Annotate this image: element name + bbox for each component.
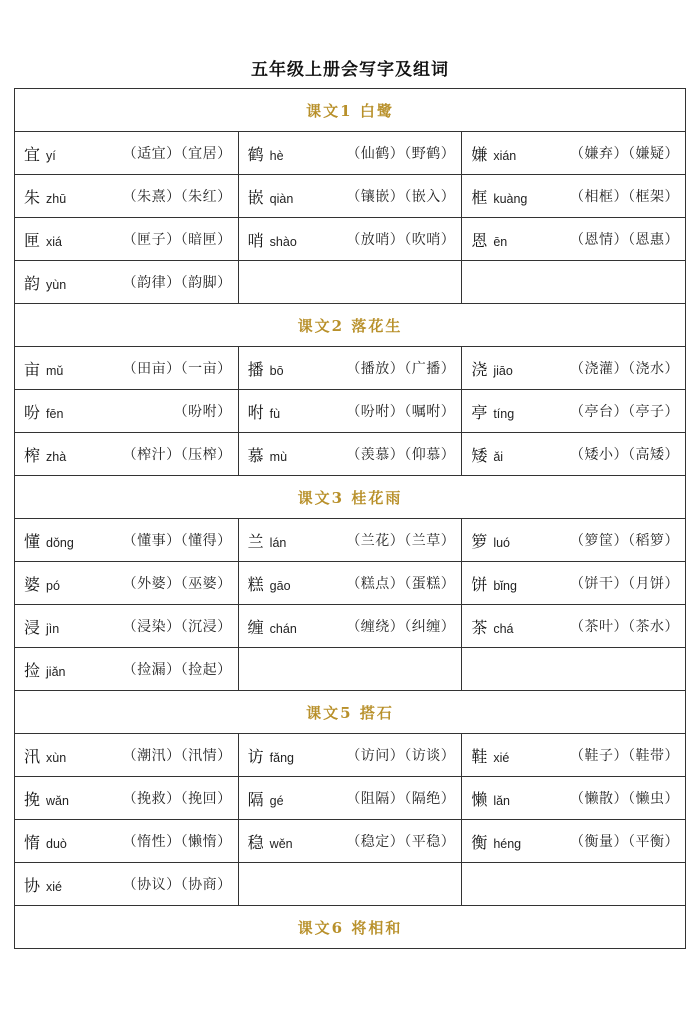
hanzi-character: 恩 — [471, 230, 488, 250]
pinyin: ǎi — [493, 449, 504, 464]
hanzi-character: 鹤 — [247, 144, 264, 164]
pinyin: duò — [46, 836, 67, 851]
pinyin: wěn — [269, 836, 293, 851]
word-combinations: （适宜）（宜居） — [122, 146, 232, 162]
hanzi-character: 框 — [471, 187, 488, 207]
hanzi-character: 茶 — [471, 617, 488, 637]
hanzi-character: 访 — [247, 746, 264, 766]
pinyin: mǔ — [46, 363, 64, 378]
lesson-header — [15, 691, 686, 734]
character-cell — [15, 734, 239, 777]
word-combinations: （矮小）（高矮） — [570, 447, 679, 463]
word-combinations: （放哨）（吹哨） — [346, 232, 456, 248]
pinyin: yí — [46, 148, 56, 163]
lesson-title: 课文6 将相和 — [15, 906, 686, 949]
empty-cell — [462, 261, 686, 304]
word-combinations: （糕点）（蛋糕） — [346, 576, 456, 592]
word-combinations: （箩筐）（稻箩） — [570, 533, 679, 549]
character-cell — [238, 562, 462, 605]
hanzi-character: 榨 — [24, 445, 41, 465]
word-combinations: （韵律）（韵脚） — [122, 275, 232, 291]
character-cell — [15, 347, 239, 390]
pinyin: tíng — [493, 406, 515, 421]
character-cell — [238, 390, 462, 433]
character-cell — [462, 562, 686, 605]
pinyin: qiàn — [269, 191, 294, 206]
character-cell — [238, 605, 462, 648]
pinyin: gāo — [269, 578, 291, 593]
character-cell — [462, 519, 686, 562]
character-cell — [15, 433, 239, 476]
table-body — [15, 89, 686, 949]
pinyin: fǎng — [269, 750, 295, 765]
lesson-title: 课文5 搭石 — [15, 691, 686, 734]
table-row — [15, 175, 686, 218]
character-cell — [462, 218, 686, 261]
word-combinations: （播放）（广播） — [346, 361, 456, 377]
pinyin: jiāo — [493, 363, 513, 378]
word-combinations: （仙鹤）（野鹤） — [346, 146, 456, 162]
character-cell — [462, 390, 686, 433]
table-row — [15, 863, 686, 906]
pinyin: fù — [269, 406, 281, 421]
character-cell — [462, 734, 686, 777]
character-cell — [462, 433, 686, 476]
pinyin: wǎn — [46, 793, 69, 808]
pinyin: xiá — [46, 234, 62, 249]
word-combinations: （协议）（协商） — [122, 877, 232, 893]
word-combinations: （茶叶）（茶水） — [570, 619, 679, 635]
character-cell — [238, 820, 462, 863]
hanzi-character: 衡 — [471, 832, 488, 852]
hanzi-character: 嵌 — [247, 187, 264, 207]
word-combinations: （田亩）（一亩） — [122, 361, 232, 377]
hanzi-character: 咐 — [247, 402, 264, 422]
hanzi-character: 糕 — [247, 574, 264, 594]
hanzi-character: 懒 — [471, 789, 488, 809]
character-cell — [15, 777, 239, 820]
hanzi-character: 隔 — [247, 789, 264, 809]
character-cell — [15, 218, 239, 261]
character-cell — [15, 175, 239, 218]
pinyin: pó — [46, 578, 60, 593]
character-cell — [15, 562, 239, 605]
word-combinations: （饼干）（月饼） — [570, 576, 679, 592]
lesson-header — [15, 906, 686, 949]
pinyin: chán — [269, 621, 297, 636]
hanzi-character: 捡 — [24, 660, 41, 680]
character-cell — [462, 820, 686, 863]
pinyin: jìn — [46, 621, 60, 636]
word-combinations: （镶嵌）（嵌入） — [346, 189, 456, 205]
hanzi-character: 协 — [24, 875, 41, 895]
hanzi-character: 朱 — [24, 187, 41, 207]
word-combinations: （吩咐） — [173, 404, 232, 420]
character-cell — [462, 605, 686, 648]
hanzi-character: 兰 — [247, 531, 264, 551]
table-row — [15, 777, 686, 820]
empty-cell — [238, 863, 462, 906]
hanzi-character: 挽 — [24, 789, 41, 809]
pinyin: xié — [493, 750, 510, 765]
hanzi-character: 缠 — [247, 617, 264, 637]
pinyin: luó — [493, 535, 511, 550]
hanzi-character: 亭 — [471, 402, 488, 422]
empty-cell — [238, 648, 462, 691]
character-cell — [462, 777, 686, 820]
word-combinations: （稳定）（平稳） — [346, 834, 456, 850]
character-cell — [15, 132, 239, 175]
word-combinations: （恩情）（恩惠） — [570, 232, 679, 248]
table-row — [15, 218, 686, 261]
pinyin: shào — [269, 234, 297, 249]
character-cell — [15, 390, 239, 433]
pinyin: fēn — [46, 406, 64, 421]
table-row — [15, 648, 686, 691]
character-cell — [238, 433, 462, 476]
pinyin: zhū — [46, 191, 67, 206]
lesson-header — [15, 89, 686, 132]
word-combinations: （挽救）（挽回） — [122, 791, 232, 807]
character-cell — [462, 175, 686, 218]
table-row — [15, 390, 686, 433]
empty-cell — [462, 648, 686, 691]
table-row — [15, 734, 686, 777]
table-row — [15, 347, 686, 390]
word-combinations: （亭台）（亭子） — [570, 404, 679, 420]
character-cell — [15, 648, 239, 691]
hanzi-character: 亩 — [24, 359, 41, 379]
hanzi-character: 吩 — [24, 402, 41, 422]
word-combinations: （衡量）（平衡） — [570, 834, 679, 850]
table-row — [15, 132, 686, 175]
hanzi-character: 懂 — [24, 531, 41, 551]
word-combinations: （惰性）（懒惰） — [122, 834, 232, 850]
empty-cell — [462, 863, 686, 906]
word-combinations: （兰花）（兰草） — [346, 533, 456, 549]
word-combinations: （阻隔）（隔绝） — [346, 791, 456, 807]
pinyin: héng — [493, 836, 522, 851]
character-cell — [15, 519, 239, 562]
pinyin: chá — [493, 621, 514, 636]
empty-cell — [238, 261, 462, 304]
pinyin: xié — [46, 879, 62, 894]
hanzi-character: 韵 — [24, 273, 41, 293]
lesson-title: 课文2 落花生 — [15, 304, 686, 347]
table-row — [15, 433, 686, 476]
character-cell — [238, 734, 462, 777]
hanzi-character: 哨 — [247, 230, 264, 250]
hanzi-character: 嫌 — [471, 144, 488, 164]
pinyin: jiǎn — [46, 664, 66, 679]
word-combinations: （羡慕）（仰慕） — [346, 447, 456, 463]
hanzi-character: 箩 — [471, 531, 488, 551]
character-cell — [462, 347, 686, 390]
word-combinations: （鞋子）（鞋带） — [570, 748, 679, 764]
character-cell — [15, 605, 239, 648]
hanzi-character: 宜 — [24, 144, 41, 164]
character-cell — [15, 863, 239, 906]
word-combinations: （访问）（访谈） — [346, 748, 456, 764]
word-combinations: （匣子）（暗匣） — [122, 232, 232, 248]
character-cell — [15, 261, 239, 304]
table-row — [15, 820, 686, 863]
pinyin: gé — [269, 793, 284, 808]
hanzi-character: 稳 — [247, 832, 264, 852]
word-combinations: （榨汁）（压榨） — [122, 447, 232, 463]
hanzi-character: 慕 — [247, 445, 264, 465]
pinyin: xián — [493, 148, 517, 163]
hanzi-character: 惰 — [24, 832, 41, 852]
table-row — [15, 605, 686, 648]
lesson-title: 课文1 白鹭 — [15, 89, 686, 132]
hanzi-character: 浸 — [24, 617, 41, 637]
pinyin: bō — [269, 363, 284, 378]
word-combinations: （吩咐）（嘱咐） — [346, 404, 456, 420]
pinyin: lǎn — [493, 793, 511, 808]
hanzi-character: 饼 — [471, 574, 488, 594]
pinyin: ēn — [493, 234, 508, 249]
lesson-header — [15, 476, 686, 519]
pinyin: zhà — [46, 449, 67, 464]
character-cell — [238, 132, 462, 175]
table-row — [15, 562, 686, 605]
character-cell — [15, 820, 239, 863]
word-combinations: （缠绕）（纠缠） — [346, 619, 456, 635]
word-combinations: （浸染）（沉浸） — [122, 619, 232, 635]
pinyin: kuàng — [493, 191, 528, 206]
character-cell — [238, 175, 462, 218]
word-combinations: （外婆）（巫婆） — [122, 576, 232, 592]
page-title: 五年级上册会写字及组词 — [251, 60, 449, 80]
hanzi-character: 汛 — [24, 746, 41, 766]
table-row — [15, 261, 686, 304]
hanzi-character: 矮 — [471, 445, 488, 465]
character-cell — [462, 132, 686, 175]
hanzi-character: 播 — [247, 359, 264, 379]
word-combinations: （捡漏）（捡起） — [122, 662, 232, 678]
word-combinations: （朱熹）（朱红） — [122, 189, 232, 205]
lesson-header — [15, 304, 686, 347]
pinyin: yùn — [46, 277, 67, 292]
pinyin: bǐng — [493, 578, 517, 593]
word-combinations: （嫌弃）（嫌疑） — [570, 146, 679, 162]
character-cell — [238, 218, 462, 261]
hanzi-character: 婆 — [24, 574, 41, 594]
word-combinations: （相框）（框架） — [570, 189, 679, 205]
word-combinations: （懒散）（懒虫） — [570, 791, 679, 807]
pinyin: lán — [269, 535, 287, 550]
word-table — [14, 88, 686, 949]
hanzi-character: 浇 — [471, 359, 488, 379]
table-row — [15, 519, 686, 562]
word-combinations: （浇灌）（浇水） — [570, 361, 679, 377]
character-cell — [238, 347, 462, 390]
character-cell — [238, 777, 462, 820]
pinyin: mù — [269, 449, 288, 464]
word-combinations: （懂事）（懂得） — [122, 533, 232, 549]
lesson-title: 课文3 桂花雨 — [15, 476, 686, 519]
hanzi-character: 鞋 — [471, 746, 488, 766]
character-cell — [238, 519, 462, 562]
hanzi-character: 匣 — [24, 230, 41, 250]
word-combinations: （潮汛）（汛情） — [122, 748, 232, 764]
pinyin: hè — [269, 148, 284, 163]
pinyin: xùn — [46, 750, 67, 765]
pinyin: dǒng — [46, 535, 74, 550]
